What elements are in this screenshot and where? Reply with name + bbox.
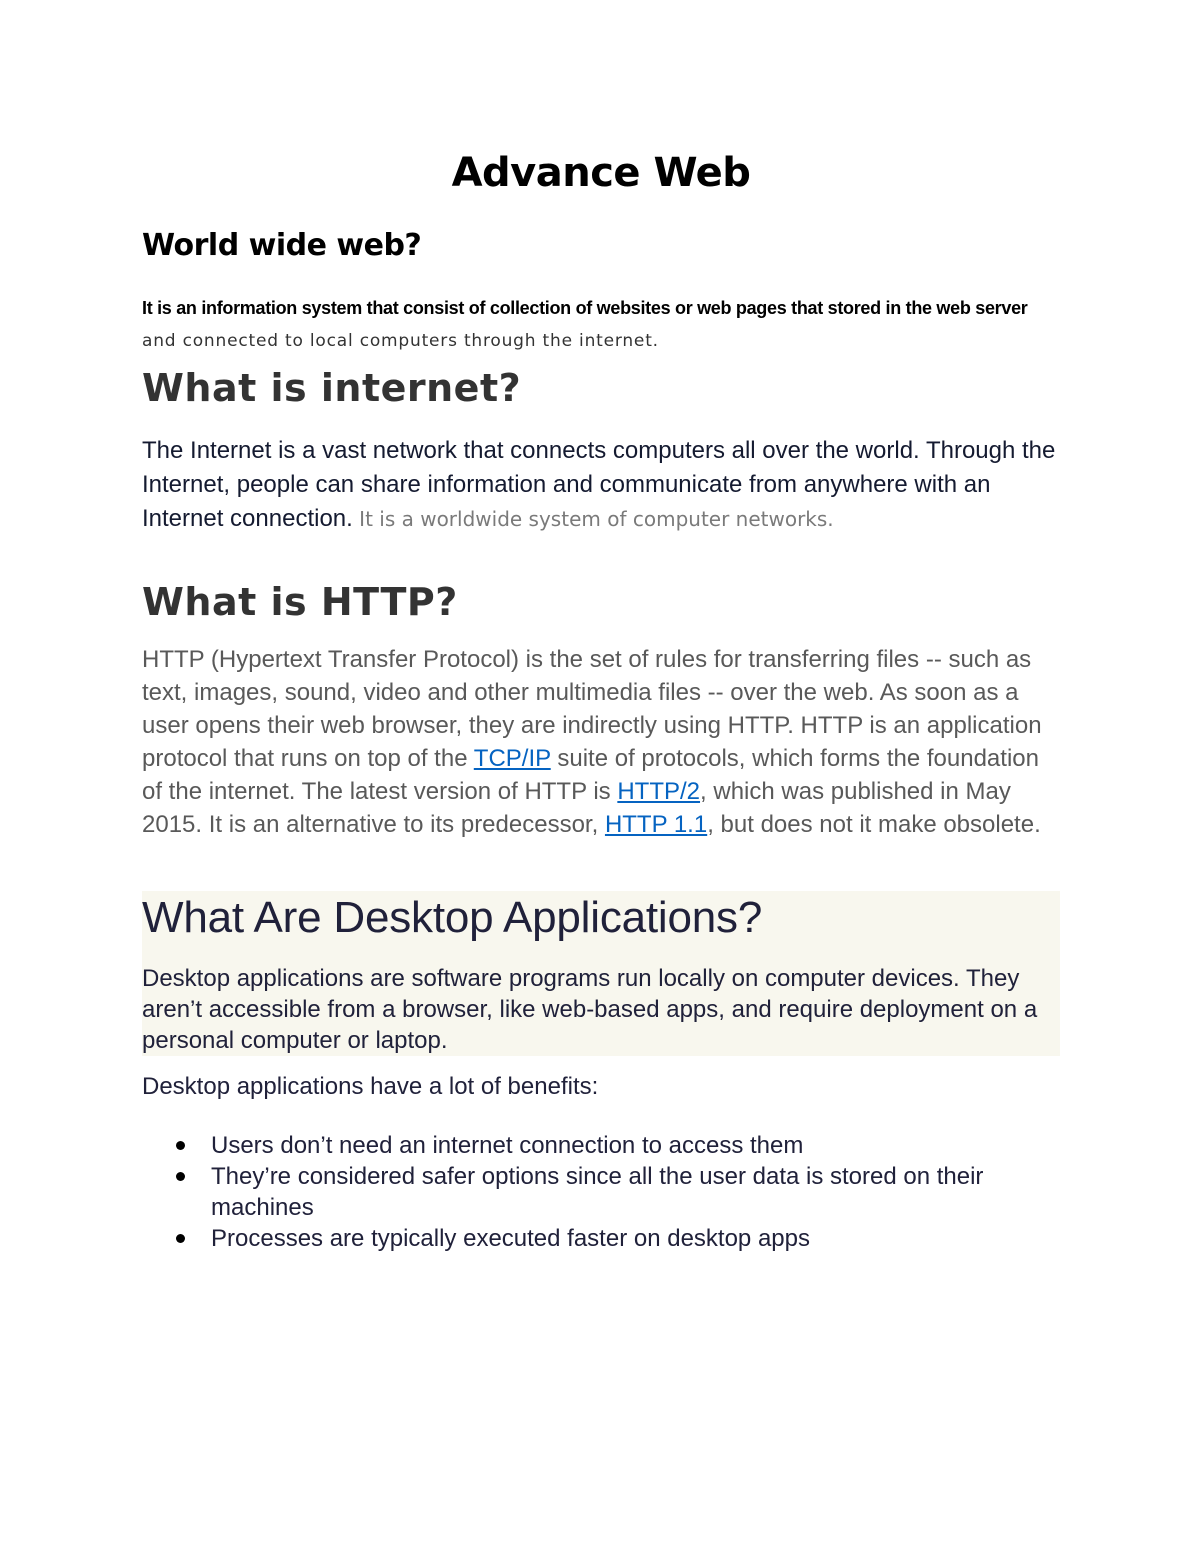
list-item-text: They’re considered safer options since all the user data is stored on their machines (211, 1163, 984, 1221)
link-http-1-1[interactable]: HTTP 1.1 (604, 811, 708, 838)
paragraph-internet (142, 434, 1060, 536)
bullet-icon (176, 1234, 185, 1243)
paragraph-http (142, 643, 1060, 841)
internet-text-main: The Internet is a vast network that connects computers all over the world. Through the Internet, people can share information and communicate from anywhere with an Internet connection. (142, 437, 1056, 532)
http-text-1: HTTP (Hypertext Transfer Protocol) is the set of rules for transferring files -- such as text, images, sound, video and other multimedia files -- over the web. As soon as a user opens their web browser, they are indirectly using HTTP. HTTP is an application protocol that runs on top of the (142, 646, 1042, 772)
list-item (142, 1130, 1011, 1161)
paragraph-world-wide-web (142, 292, 1060, 357)
list-item-text: Processes are typically executed faster on desktop apps (211, 1225, 810, 1252)
benefits-intro: Desktop applications have a lot of benefits: (142, 1073, 599, 1100)
link-tcp-ip[interactable]: TCP/IP (473, 745, 551, 772)
heading-what-is-internet: What is internet? (142, 366, 522, 410)
document-title: Advance Web (451, 150, 751, 196)
list-item-text: Users don’t need an internet connection to access them (211, 1132, 804, 1159)
http-text-4: , but does not it make obsolete. (707, 811, 1041, 838)
benefits-list (142, 1130, 1060, 1254)
http-text-2: suite of protocols, which forms the foundation of the internet. The latest version of HTTP is (142, 745, 1039, 805)
www-text-bold: It is an information system that consist of collection of websites or web pages that stored in the web server (142, 298, 1028, 318)
list-item (142, 1161, 1011, 1223)
http-text-3: , which was published in May 2015. It is an alternative to its predecessor, (142, 778, 1011, 838)
internet-text-gray: It is a worldwide system of computer networks. (352, 507, 834, 531)
bullet-icon (176, 1172, 185, 1181)
heading-world-wide-web: World wide web? (142, 228, 422, 263)
heading-desktop-applications: What Are Desktop Applications? (142, 893, 763, 942)
www-text-light: and connected to local computers through the internet. (142, 331, 659, 351)
heading-what-is-http: What is HTTP? (142, 580, 458, 624)
list-item (142, 1223, 1011, 1254)
paragraph-desktop: Desktop applications are software programs run locally on computer devices. They aren’t accessible from a browser, like web-based apps, and require deployment on a personal computer or laptop. (142, 965, 1038, 1054)
bullet-icon (176, 1141, 185, 1150)
link-http-2[interactable]: HTTP/2 (617, 778, 701, 805)
